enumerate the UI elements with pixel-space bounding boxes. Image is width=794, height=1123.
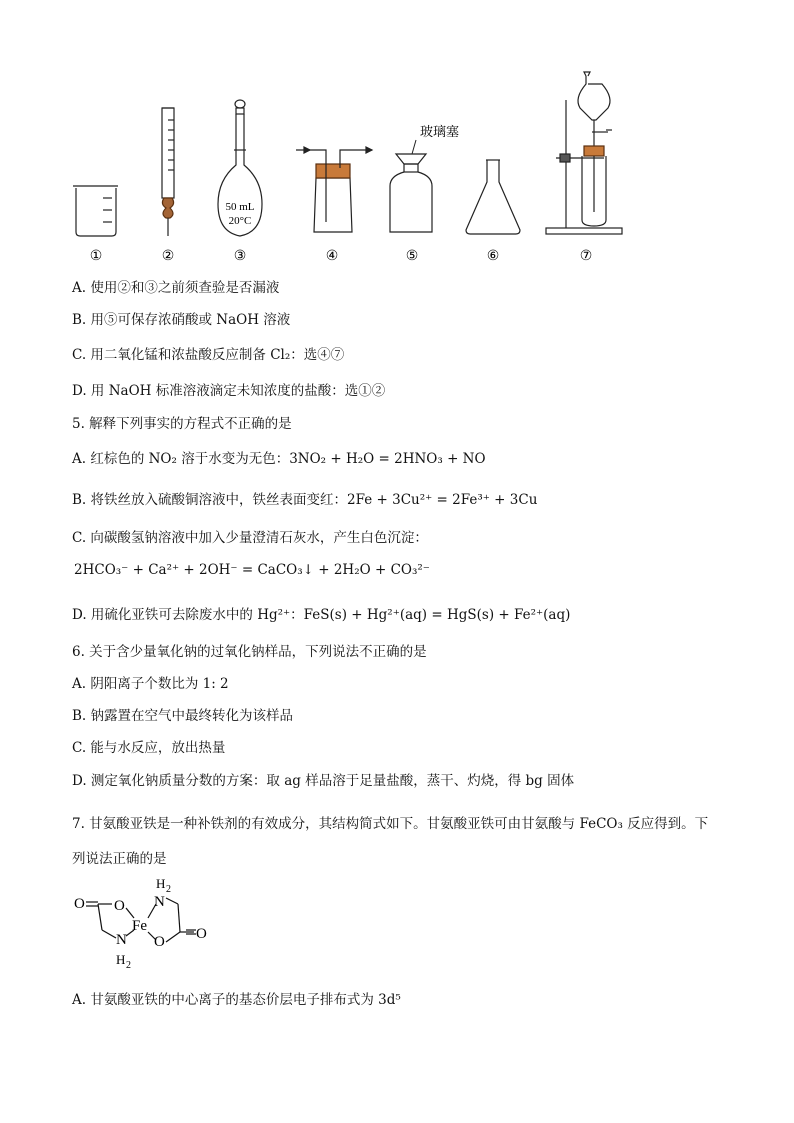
- atom-h-bottom: H: [116, 952, 126, 967]
- apparatus-label-7: ⑦: [579, 249, 593, 264]
- sub-2-top: 2: [166, 884, 171, 895]
- q5-option-a: A. 红棕色的 NO₂ 溶于水变为无色：3NO₂ + H₂O = 2HNO₃ + NO: [72, 451, 486, 467]
- atom-o1: O: [74, 896, 85, 912]
- atom-o4: O: [196, 926, 207, 942]
- q4-option-c: C. 用二氧化锰和浓盐酸反应制备 Cl₂：选④⑦: [72, 347, 345, 363]
- apparatus-label-3: ③: [233, 249, 247, 264]
- flask-volume-label: 50 mL: [225, 201, 255, 213]
- apparatus-label-6: ⑥: [486, 249, 500, 264]
- conical-flask-drawing: [466, 160, 520, 234]
- q6-option-a: A. 阴阳离子个数比为 1: 2: [72, 676, 229, 692]
- gas-washing-bottle-drawing: [296, 147, 372, 232]
- stopper-label: 玻璃塞: [420, 125, 460, 140]
- flask-temp-label: 20°C: [228, 215, 252, 227]
- atom-o2: O: [114, 898, 125, 914]
- q4-option-a: A. 使用②和③之前须查验是否漏液: [72, 280, 280, 296]
- sub-2-bottom: 2: [126, 960, 131, 971]
- q7-stem-line1: 7. 甘氨酸亚铁是一种补铁剂的有效成分，其结构简式如下。甘氨酸亚铁可由甘氨酸与 FeCO₃ 反应得到。下: [72, 816, 709, 832]
- ring-stand-drawing: [546, 72, 622, 234]
- q5-stem: 5. 解释下列事实的方程式不正确的是: [72, 416, 292, 432]
- q7-option-a: A. 甘氨酸亚铁的中心离子的基态价层电子排布式为 3d⁵: [72, 992, 401, 1008]
- q6-option-c: C. 能与水反应，放出热量: [72, 740, 226, 756]
- atom-n2: N: [116, 932, 127, 948]
- atom-n1: N: [154, 894, 165, 910]
- burette-drawing: [162, 108, 174, 236]
- apparatus-figure: [0, 0, 794, 270]
- ferrous-glycinate-structure: [68, 872, 228, 972]
- q7-stem-line2: 列说法正确的是: [72, 851, 167, 867]
- q6-option-b: B. 钠露置在空气中最终转化为该样品: [72, 708, 294, 724]
- q5-option-c: C. 向碳酸氢钠溶液中加入少量澄清石灰水，产生白色沉淀：: [72, 530, 428, 546]
- apparatus-label-2: ②: [161, 249, 175, 264]
- q6-option-d: D. 测定氧化钠质量分数的方案：取 ag 样品溶于足量盐酸，蒸干、灼烧，得 bg 固体: [72, 773, 575, 789]
- atom-o3: O: [154, 934, 165, 950]
- beaker-drawing: [73, 186, 118, 236]
- q4-option-b: B. 用⑤可保存浓硝酸或 NaOH 溶液: [72, 312, 291, 328]
- atom-h-top: H: [156, 876, 166, 891]
- q6-stem: 6. 关于含少量氧化钠的过氧化钠样品，下列说法不正确的是: [72, 644, 427, 660]
- apparatus-label-4: ④: [325, 249, 339, 264]
- q5-option-d: D. 用硫化亚铁可去除废水中的 Hg²⁺：FeS(s) + Hg²⁺(aq) = HgS(s) + Fe²⁺(aq): [72, 607, 571, 623]
- apparatus-label-1: ①: [89, 249, 103, 264]
- apparatus-label-5: ⑤: [405, 249, 419, 264]
- q5-option-c-equation: 2HCO₃⁻ + Ca²⁺ + 2OH⁻ = CaCO₃↓ + 2H₂O + CO₃²⁻: [74, 562, 430, 578]
- atom-fe: Fe: [132, 918, 147, 934]
- q4-option-d: D. 用 NaOH 标准溶液滴定未知浓度的盐酸：选①②: [72, 383, 386, 399]
- q5-option-b: B. 将铁丝放入硫酸铜溶液中，铁丝表面变红：2Fe + 3Cu²⁺ = 2Fe³⁺ + 3Cu: [72, 492, 538, 508]
- reagent-bottle-drawing: [390, 154, 432, 232]
